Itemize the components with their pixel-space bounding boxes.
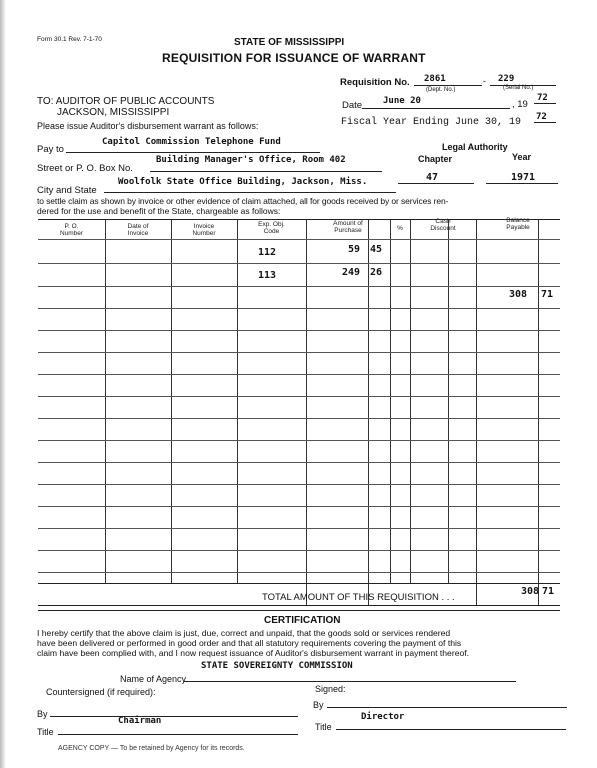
- city-line: [104, 192, 396, 193]
- street-label: Street or P. O. Box No.: [37, 163, 133, 174]
- requisition-label: Requisition No.: [340, 77, 410, 88]
- total-label: TOTAL AMOUNT OF THIS REQUISITION . . .: [262, 592, 455, 603]
- row2-exp-code: 113: [258, 270, 277, 281]
- row-line: [38, 352, 560, 353]
- pay-to-line: [66, 152, 320, 153]
- agency-line: [184, 681, 516, 682]
- year-value: 1971: [511, 172, 536, 183]
- charges-table: [38, 219, 560, 604]
- header-cash-discount: Cash Discount: [430, 218, 456, 232]
- row1-amount-cents: 45: [370, 244, 383, 255]
- row-line: [38, 263, 560, 264]
- instruction-text: Please issue Auditor's disbursement warrant as follows:: [37, 121, 259, 131]
- row1-amount-dollars: 59: [348, 244, 361, 255]
- claim-text-line-2: dered for the use and benefit of the State, chargeable as follows:: [37, 206, 281, 216]
- countersigned-label: Countersigned (if required):: [46, 687, 156, 697]
- city-value: Woolfolk State Office Building, Jackson, Miss.: [118, 177, 368, 187]
- agency-value: STATE SOVEREIGNTY COMMISSION: [201, 661, 353, 671]
- header-exp-obj-code: Exp. Obj. Code: [258, 221, 285, 235]
- right-by-line: [327, 707, 567, 708]
- row-line: [38, 330, 560, 331]
- row-line: [38, 286, 560, 287]
- balance-payable-dollars: 308: [509, 289, 528, 300]
- state-title: STATE OF MISSISSIPPI: [234, 37, 345, 48]
- to-line-2: JACKSON, MISSISSIPPI: [57, 107, 170, 118]
- total-dollars: 308: [521, 586, 540, 597]
- date-line: [362, 108, 510, 109]
- section-divider: [38, 610, 560, 611]
- chapter-value: 47: [426, 172, 439, 183]
- footer-agency-copy: AGENCY COPY — To be retained by Agency for its records.: [58, 745, 245, 752]
- row-line: [38, 528, 560, 529]
- certification-line-2: have been delivered or performed in good order and that all statutory requirements covering the payment of this: [37, 638, 462, 648]
- row-line: [38, 506, 560, 507]
- total-row-line: [38, 583, 560, 584]
- to-line-1: TO: AUDITOR OF PUBLIC ACCOUNTS: [37, 96, 215, 107]
- dept-no-caption: (Dept. No.): [426, 87, 456, 93]
- chapter-label: Chapter: [418, 154, 453, 164]
- header-amount-of-purchase: Amount of Purchase: [333, 220, 363, 234]
- header-invoice-number: Invoice Number: [192, 223, 216, 237]
- row-line: [38, 440, 560, 441]
- left-title-line: [58, 734, 298, 735]
- left-title-label: Title: [37, 727, 54, 737]
- date-label: Date: [342, 100, 363, 111]
- claim-text-line-1: to settle claim as shown by invoice or other evidence of claim attached, all for goods received by or services ren-: [37, 196, 449, 206]
- row-line: [38, 396, 560, 397]
- balance-payable-cents: 71: [541, 289, 554, 300]
- date-year-prefix: , 19: [512, 99, 528, 110]
- right-title-line: [336, 729, 566, 730]
- city-label: City and State: [37, 185, 97, 196]
- dept-no-line: [414, 85, 482, 86]
- right-title-value: Director: [361, 712, 405, 722]
- street-line: [150, 171, 382, 172]
- row2-amount-cents: 26: [370, 267, 383, 278]
- header-date-of-invoice: Date of Invoice: [127, 223, 149, 237]
- row-line: [38, 462, 560, 463]
- header-balance-payable: Balance Payable: [506, 217, 530, 231]
- left-title-value: Chairman: [118, 716, 162, 726]
- serial-no-caption: (Serial No.): [503, 85, 534, 91]
- row-line: [38, 374, 560, 375]
- date-year-line: [534, 103, 556, 104]
- pay-to-value: Capitol Commission Telephone Fund: [102, 137, 281, 147]
- table-bottom-line: [38, 605, 560, 606]
- certification-heading: CERTIFICATION: [264, 615, 341, 626]
- date-year: 72: [537, 93, 548, 103]
- page-edge-shadow: [0, 0, 6, 768]
- signed-label: Signed:: [315, 684, 346, 694]
- row1-exp-code: 112: [258, 247, 277, 258]
- right-title-label: Title: [315, 722, 332, 732]
- legal-authority-heading: Legal Authority: [442, 142, 508, 152]
- fiscal-year: 72: [536, 112, 547, 122]
- row-line: [38, 308, 560, 309]
- right-by-label: By: [313, 700, 324, 710]
- requisition-dash: -: [483, 76, 486, 86]
- year-label: Year: [512, 152, 532, 162]
- fiscal-label: Fiscal Year Ending June 30, 19: [341, 117, 522, 128]
- row-line: [38, 418, 560, 419]
- date-value: June 20: [383, 96, 421, 106]
- left-by-line: [50, 716, 298, 717]
- certification-line-3: claim have been complied with, and I now request issuance of Auditor's disbursement warrant in payment thereof.: [37, 648, 470, 658]
- row-line: [38, 484, 560, 485]
- col-divider: [368, 220, 369, 605]
- year-line: [486, 183, 558, 184]
- header-po-number: P. O. Number: [59, 223, 84, 237]
- row-line: [38, 572, 560, 573]
- form-number: Form 30.1 Rev. 7-1-70: [37, 36, 102, 43]
- col-divider: [476, 220, 477, 605]
- fiscal-year-line: [534, 122, 556, 123]
- left-by-label: By: [37, 709, 48, 719]
- row-line: [38, 550, 560, 551]
- dept-no-value: 2861: [424, 74, 446, 84]
- col-divider: [538, 220, 539, 605]
- header-percent: %: [397, 225, 403, 232]
- col-divider: [306, 220, 307, 605]
- certification-line-1: I hereby certify that the above claim is just, due, correct and unpaid, that the goods sold or services rendered: [37, 628, 451, 638]
- chapter-line: [398, 183, 474, 184]
- total-cents: 71: [542, 586, 555, 597]
- row2-amount-dollars: 249: [342, 267, 361, 278]
- street-value: Building Manager's Office, Room 402: [156, 155, 346, 165]
- main-title: REQUISITION FOR ISSUANCE OF WARRANT: [162, 51, 426, 65]
- serial-no-value: 229: [498, 74, 515, 84]
- agency-label: Name of Agency: [120, 674, 187, 684]
- pay-to-label: Pay to: [37, 144, 64, 155]
- row-line: [38, 239, 560, 240]
